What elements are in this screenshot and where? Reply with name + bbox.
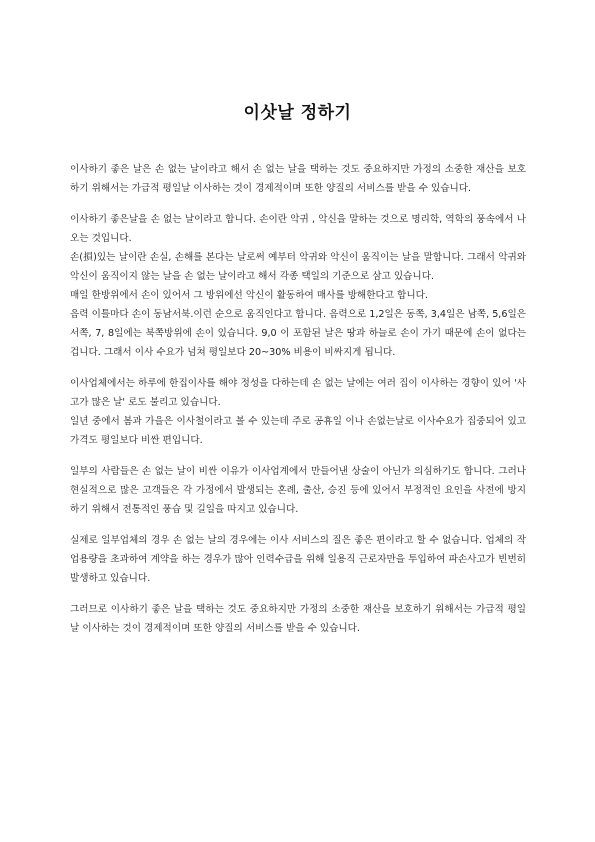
paragraph-meaning: 손(損)있는 날이란 손실, 손해를 본다는 날로써 예부터 악귀와 악신이 움직이는 날을 말합니다. 그래서 악귀와 악신이 움직이지 않는 날을 손 없는 날이라고 해서 각종 택일의 기준으로 삼고 있습니다.: [70, 252, 526, 282]
paragraph-gap: [70, 519, 526, 531]
paragraph-conclusion: 그러므로 이사하기 좋은 날을 택하는 것도 중요하지만 가정의 소중한 재산을 보호하기 위해서는 가급적 평일날 이사하는 것이 경제적이며 또한 양질의 서비스를 받을 수 있습니다.: [70, 604, 526, 634]
document-body: [70, 160, 526, 638]
paragraph-intro: 이사하기 좋은 날은 손 없는 날이라고 해서 손 없는 날을 택하는 것도 중요하지만 가정의 소중한 재산을 보호하기 위해서는 가급적 평일날 이사하는 것이 경제적이며 또한 양질의 서비스를 받을 수 있습니다.: [70, 164, 526, 194]
paragraph-service-quality: 실제로 일부업체의 경우 손 없는 날의 경우에는 이사 서비스의 질은 좋은 편이라고 할 수 없습니다. 업체의 작업용량을 초과하여 계약을 하는 경우가 많아 인력수급을 위해 일용직 근로자만을 투입하여 파손사고가 빈번히 발생하고 있습니다.: [70, 535, 526, 584]
paragraph-lunar-cycle: 음력 이틀마다 손이 동남서북.이런 순으로 움직인다고 합니다. 음력으로 1,2일은 동쪽, 3,4일은 남쪽, 5,6일은 서쪽, 7, 8일에는 북쪽방위에 손이 있습니다. 9,0 이 포함된 날은 땅과 하늘로 손이 가기 때문에 손이 없다는 겁니다. 그래서 이사 수요가 넘쳐 평일보다 20~30% 비용이 비싸지게 됩니다.: [70, 309, 526, 358]
paragraph-season: 일년 중에서 봄과 가을은 이사철이라고 볼 수 있는데 주로 공휴일 이나 손없는날로 이사수요가 집중되어 있고 가격도 평일보다 비싼 편입니다.: [70, 416, 526, 446]
paragraph-gap: [70, 588, 526, 600]
document-title: 이삿날 정하기: [243, 103, 352, 123]
paragraph-gap: [70, 450, 526, 462]
paragraph-accident-day: 이사업체에서는 하루에 한집이사를 해야 정성을 다하는데 손 없는 날에는 여러 집이 이사하는 경향이 있어 '사고가 많은 날' 로도 불리고 있습니다.: [70, 378, 526, 408]
paragraph-daily-direction: 매일 한방위에서 손이 있어서 그 방위에선 악신이 활동하여 매사를 방해한다고 합니다.: [70, 290, 428, 301]
paragraph-doubt: 일부의 사람들은 손 없는 날이 비싼 이유가 이사업계에서 만들어낸 상술이 아닌가 의심하기도 합니다. 그러나 현실적으로 많은 고객들은 각 가정에서 발생되는 혼례, 출산, 승진 등에 있어서 부정적인 요인을 사전에 방지하기 위해서 전통적인 풍습 및 길일을 따지고 있습니다.: [70, 466, 526, 515]
paragraph-gap: [70, 198, 526, 210]
paragraph-gap: [70, 362, 526, 374]
paragraph-definition: 이사하기 좋은날을 손 없는 날이라고 합니다. 손이란 악귀 , 악신을 말하는 것으로 명리학, 역학의 풍속에서 나오는 것입니다.: [70, 214, 526, 244]
